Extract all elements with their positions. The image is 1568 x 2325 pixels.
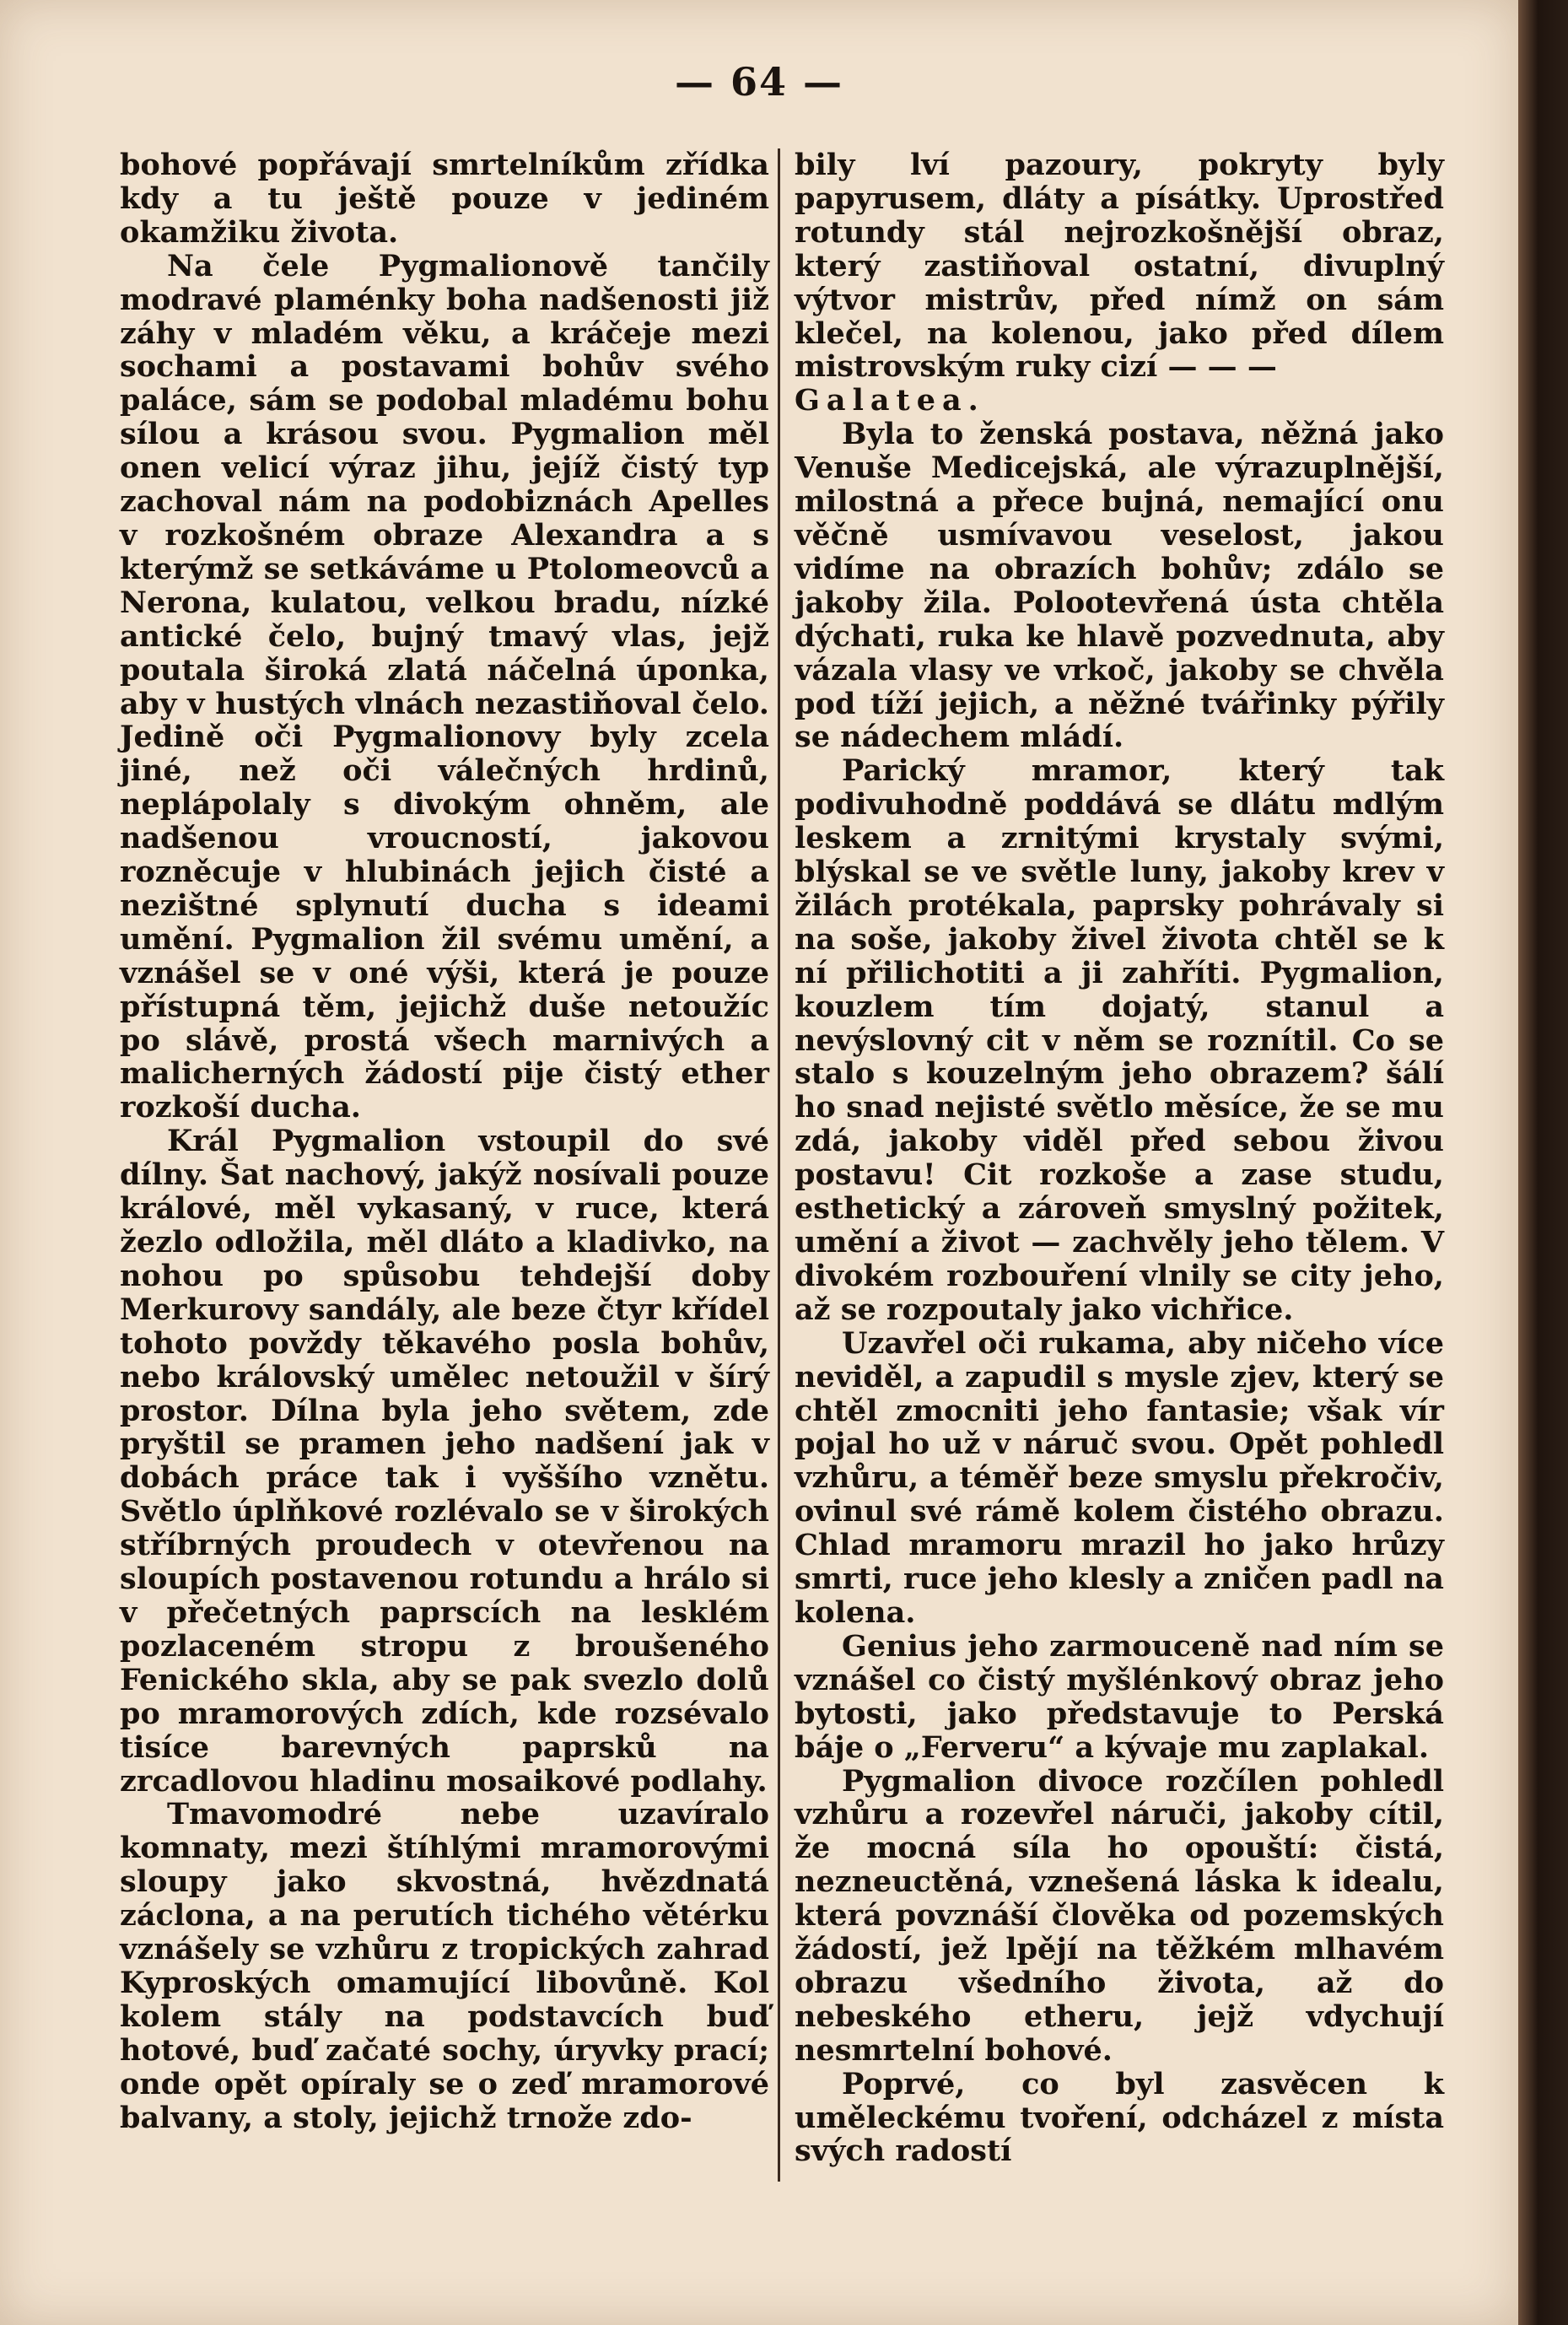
paragraph: Pygmalion divoce rozčílen pohledl vzhůru a rozevřel náruči, jakoby cítil, že mocná síla ho opouští: čistá, nezneuctěná, vznešená láska k idealu, která povznáší člověka od pozemských žádostí, jež lpějí na těžkém mlhavém obrazu všedního života, až do nebeského etheru, jejž vdychují nesmrtelní bohové. (795, 1763, 1444, 2068)
paragraph: Uzavřel oči rukama, aby ničeho více neviděl, a zapudil s mysle zjev, který se chtěl zmocniti jeho fantasie; však vír pojal ho už v náruč svou. Opět pohledl vzhůru, a téměř beze smyslu překročiv, ovinul své rámě kolem čistého obrazu. Chlad mramoru mrazil ho jako hrůzy smrti, ruce jeho klesly a zničen padl na kolena. (795, 1325, 1444, 1630)
paragraph: Byla to ženská postava, něžná jako Venuše Medicejská, ale výrazuplnější, milostná a přece bujná, nemající onu věčně usmívavou veselost, jakou vidíme na obrazích bohův; zdálo se jakoby žila. Polootevřená ústa chtěla dýchati, ruka ke hlavě pozvednuta, aby vázala vlasy ve vrkoč, jakoby se chvěla pod tíží jejich, a něžné tvářinky pýřily se nádechem mládí. (795, 417, 1444, 755)
page-number: — 64 — (674, 59, 844, 105)
paragraph: Poprvé, co byl zasvěcen k uměleckému tvoření, odcházel z místa svých radostí (795, 2066, 1444, 2169)
paragraph: Král Pygmalion vstoupil do své dílny. Šat nachový, jakýž nosívali pouze králové, měl vykasaný, v ruce, která žezlo odložila, měl dláto a kladivko, na nohou po spůsobu tehdejší doby Merkurovy sandály, ale beze čtyr křídel tohoto povždy těkavého posla bohův, nebo královský umělec netoužil v šírý prostor. Dílna byla jeho světem, zde pryštil se pramen jeho nadšení jak v dobách práce tak i vyššího vznětu. Světlo úplňkové rozlévalo se v širokých stříbrných proudech v otevřenou na sloupích postavenou rotundu a hrálo si v přečetných paprscích na lesklém pozlaceném stropu z broušeného Fenického skla, aby se pak svezlo dolů po mramorových zdích, kde rozsévalo tisíce barevných paprsků na zrcadlovou hladinu mosaikové podlahy. (120, 1124, 769, 1799)
paragraph: Genius jeho zarmouceně nad ním se vznášel co čistý myšlénkový obraz jeho bytosti, jako představuje to Perská báje o „Ferveru“ a kývaje mu zaplakal. (795, 1628, 1444, 1765)
paragraph: bily lví pazoury, pokryty byly papyrusem, dláty a písátky. Uprostřed rotundy stál nejrozkošnější obraz, který zastiňoval ostatní, divuplný výtvor mistrův, před nímž on sám klečel, na kolenou, jako před dílem mistrovským ruky cizí — — — (795, 148, 1444, 385)
paragraph: Parický mramor, který tak podivuhodně poddává se dlátu mdlým leskem a zrnitými krystaly svými, blýskal se ve světle luny, jakoby krev v žilách protékala, paprsky pohrávaly si na soše, jakoby živel života chtěl se k ní přilichotiti a ji zahříti. Pygmalion, kouzlem tím dojatý, stanul a nevýslovný cit v něm se roznítil. Co se stalo s kouzelným jeho obrazem? šálí ho snad nejisté světlo měsíce, že se mu zdá, jakoby viděl před sebou živou postavu! Cit rozkoše a zase studu, esthetický a zároveň smyslný požitek, umění a život — zachvěly jeho tělem. V divokém rozbouření vlnily se city jeho, až se rozpoutaly jako vichřice. (795, 753, 1444, 1327)
right-text-column (795, 148, 1444, 2168)
paragraph: bohové popřávají smrtelníkům zřídka kdy a tu ještě pouze v jediném okamžiku života. (120, 148, 769, 250)
paragraph-title-galatea: Galatea. (795, 383, 985, 418)
left-text-column (120, 148, 769, 2134)
paragraph: Tmavomodré nebe uzavíralo komnaty, mezi štíhlými mramorovými sloupy jako skvostná, hvězdnatá záclona, a na perutích tichého větérku vznášely se vzhůru z tropických zahrad Kyproských omamující libovůně. Kol kolem stály na podstavcích buď hotové, buď začaté sochy, úryvky prací; onde opět opíraly se o zeď mramorové balvany, a stoly, jejichž trnože zdo- (120, 1797, 769, 2135)
book-binding-edge (1518, 0, 1568, 2325)
column-divider (778, 148, 780, 2182)
paragraph: Na čele Pygmalionově tančily modravé plaménky boha nadšenosti již záhy v mladém věku, a kráčeje mezi sochami a postavami bohův svého paláce, sám se podobal mladému bohu sílou a krásou svou. Pygmalion měl onen velicí výraz jihu, jejíž čistý typ zachoval nám na podobiznách Apelles v rozkošném obraze Alexandra a s kterýmž se setkáváme u Ptolomeovců a Nerona, kulatou, velkou bradu, nízké antické čelo, bujný tmavý vlas, jejž poutala široká zlatá náčelná úponka, aby v hustých vlnách nezastiňoval čelo. Jedině oči Pygmalionovy byly zcela jiné, než oči válečných hrdinů, neplápolaly s divokým ohněm, ale nadšenou vroucností, jakovou rozněcuje v hlubinách jejich čisté a nezištné splynutí ducha s ideami umění. Pygmalion žil svému umění, a vznášel se v oné výši, která je pouze přístupná těm, jejichž duše netoužíc po slávě, prostá všech marnivých a malicherných žádostí pije čistý ether rozkoší ducha. (120, 248, 769, 1125)
